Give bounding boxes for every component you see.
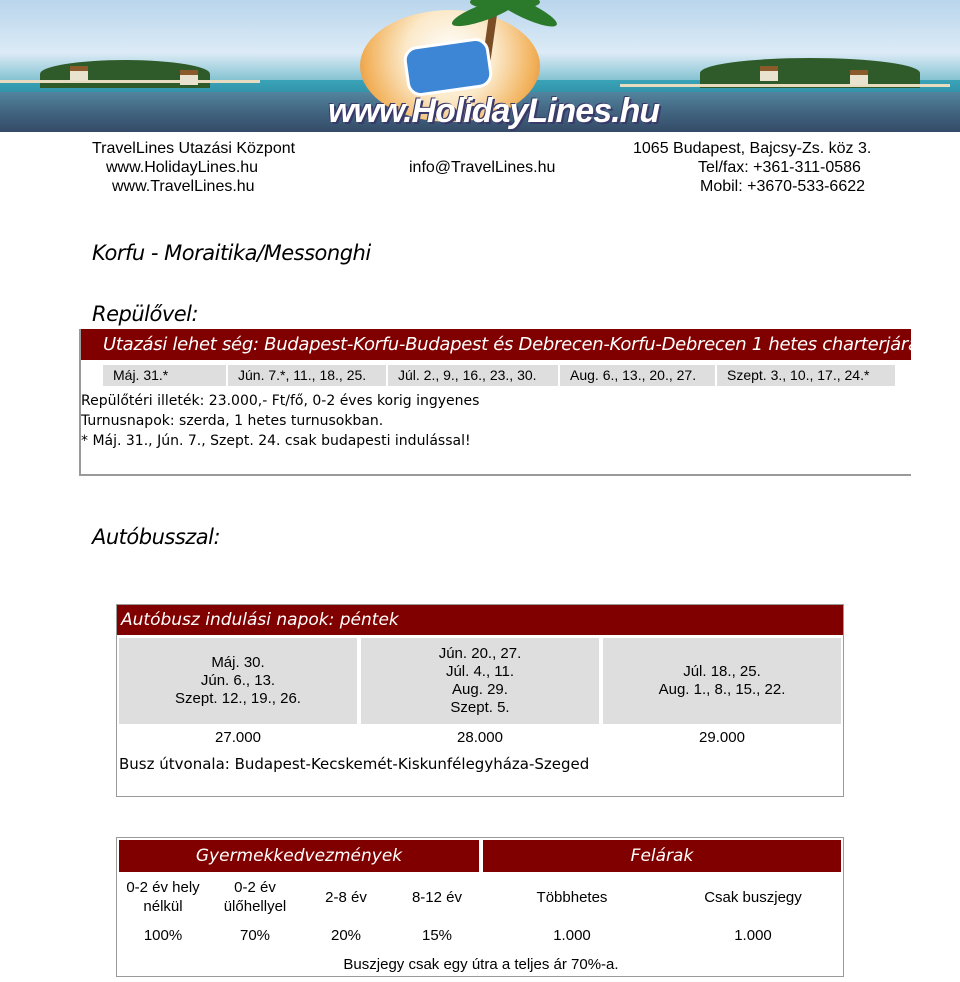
discount-label: 8-12 év xyxy=(411,888,463,906)
email-link[interactable]: info@TravelLines.hu xyxy=(409,159,556,176)
discount-table xyxy=(116,837,844,977)
banner-hut xyxy=(70,66,88,81)
departure-note: * Máj. 31., Jún. 7., Szept. 24. csak budapesti indulással! xyxy=(81,433,471,449)
bus-date: Szept. 5. xyxy=(450,699,510,716)
discount-value: 15% xyxy=(421,927,453,944)
website-link[interactable]: www.TravelLines.hu xyxy=(112,178,255,195)
surcharge-label: Csak buszjegy xyxy=(704,888,802,906)
company-name: TravelLines Utazási Központ xyxy=(92,140,296,157)
flight-date-cell: Aug. 6., 13., 20., 27. xyxy=(560,365,715,386)
flight-header: Utazási lehet ség: Budapest-Korfu-Budapest és Debrecen-Korfu-Debrecen 1 hetes charterjárattal xyxy=(81,329,911,360)
banner-hut xyxy=(180,70,198,85)
discount-label: 0-2 év ülőhellyel xyxy=(223,879,287,915)
discount-value: 70% xyxy=(239,927,271,944)
bus-price: 28.000 xyxy=(457,729,503,746)
discount-value: 100% xyxy=(143,927,183,944)
flight-date-cell: Júl. 2., 9., 16., 23., 30. xyxy=(388,365,558,386)
bus-date: Júl. 4., 11. xyxy=(445,663,515,680)
flight-info-box xyxy=(79,329,948,476)
bus-date: Jún. 20., 27. xyxy=(438,645,522,662)
flight-dates-row xyxy=(103,365,897,386)
bus-date: Aug. 1., 8., 15., 22. xyxy=(658,681,786,698)
flight-section-title: Repülővel: xyxy=(92,302,199,326)
discount-label: 0-2 év hely nélkül xyxy=(126,879,200,915)
mobile: Mobil: +3670-533-6622 xyxy=(700,178,866,195)
surcharge-label: Többhetes xyxy=(536,888,608,906)
discount-label: 2-8 év xyxy=(325,888,367,906)
phone-fax: Tel/fax: +361-311-0586 xyxy=(698,159,861,176)
bus-route: Busz útvonala: Budapest-Kecskemét-Kiskunfélegyháza-Szeged xyxy=(119,755,590,773)
bus-section-title: Autóbusszal: xyxy=(92,525,221,549)
bus-date: Szept. 12., 19., 26. xyxy=(175,690,301,707)
banner-pier xyxy=(0,80,260,83)
banner-hut xyxy=(760,66,778,81)
bus-dates-cell xyxy=(603,638,841,724)
bus-price: 29.000 xyxy=(699,729,745,746)
children-discount-header: Gyermekkedvezmények xyxy=(119,840,479,872)
discount-value: 20% xyxy=(330,927,362,944)
bus-dates-cell xyxy=(119,638,357,724)
website-link[interactable]: www.HolidayLines.hu xyxy=(106,159,259,176)
surcharge-header: Felárak xyxy=(483,840,841,872)
bus-table-header: Autóbusz indulási napok: péntek xyxy=(117,605,843,635)
flight-date-cell: Jún. 7.*, 11., 18., 25. xyxy=(228,365,386,386)
bus-dates-cell xyxy=(361,638,599,724)
bus-date: Júl. 18., 25. xyxy=(683,663,761,680)
page-title: Korfu - Moraitika/Messonghi xyxy=(92,241,371,265)
site-logo[interactable]: www.HolidayLines.hu xyxy=(328,92,660,130)
bus-table xyxy=(116,604,844,797)
surcharge-value: 1.000 xyxy=(734,927,772,944)
bus-price: 27.000 xyxy=(215,729,261,746)
airport-tax-note: Repülőtéri illeték: 23.000,- Ft/fő, 0-2 éves korig ingyenes xyxy=(81,393,480,409)
header-banner xyxy=(0,0,960,132)
bus-date: Máj. 30. xyxy=(211,654,265,671)
turnus-note: Turnusnapok: szerda, 1 hetes turnusokban. xyxy=(81,413,384,429)
flight-date-cell: Szept. 3., 10., 17., 24.* xyxy=(717,365,895,386)
address: 1065 Budapest, Bajcsy-Zs. köz 3. xyxy=(633,140,872,157)
bus-date: Jún. 6., 13. xyxy=(200,672,276,689)
banner-pier xyxy=(620,84,950,87)
banner-hut xyxy=(850,70,868,85)
bus-date: Aug. 29. xyxy=(452,681,508,698)
bus-ticket-note: Buszjegy csak egy útra a teljes ár 70%-a. xyxy=(343,956,619,973)
flight-notes xyxy=(81,391,479,451)
surcharge-value: 1.000 xyxy=(553,927,591,944)
flight-date-cell: Máj. 31.* xyxy=(103,365,226,386)
